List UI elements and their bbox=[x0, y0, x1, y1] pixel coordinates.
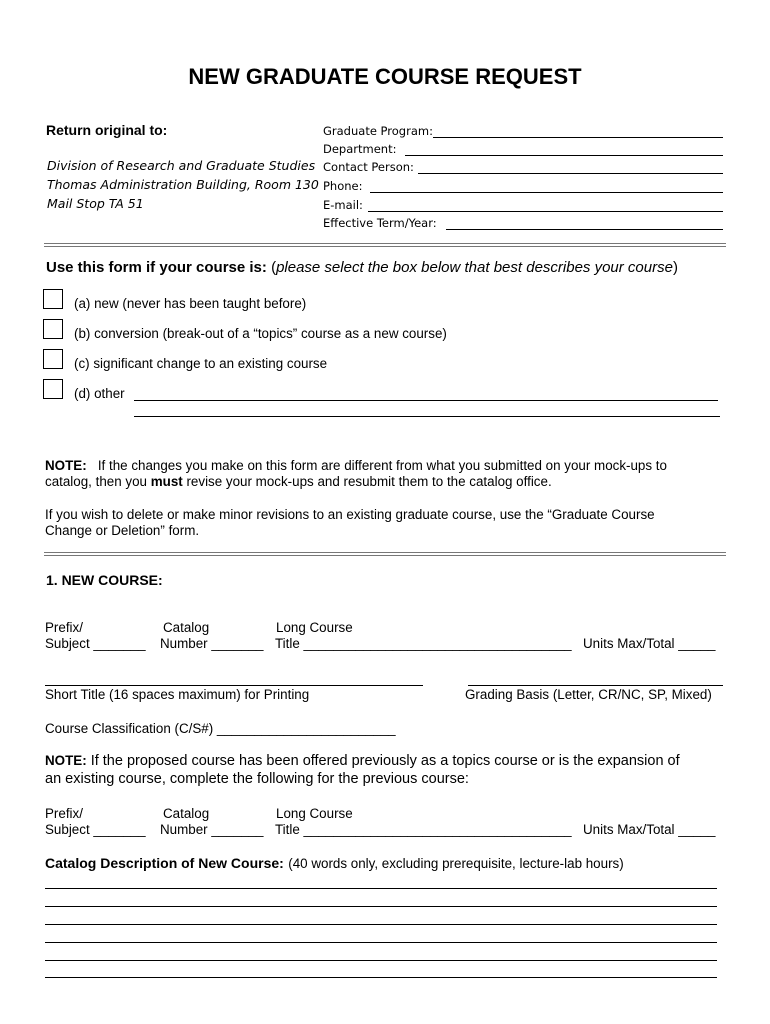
department-label: Department: bbox=[323, 142, 397, 156]
graduate-program-field[interactable] bbox=[433, 137, 723, 138]
department-field[interactable] bbox=[405, 155, 723, 156]
email-field[interactable] bbox=[368, 211, 723, 212]
effective-term-field[interactable] bbox=[446, 229, 723, 230]
phone-field[interactable] bbox=[370, 192, 723, 193]
note1-text-a: If the changes you make on this form are different from what you submitted on your mock-ups to bbox=[97, 458, 667, 473]
option-c-checkbox[interactable] bbox=[43, 349, 63, 369]
use-form-instruction: please select the box below that best describes your course bbox=[276, 259, 673, 276]
prev-long-course-label: Long Course bbox=[276, 806, 353, 821]
note2-label: NOTE: bbox=[45, 753, 87, 768]
effective-term-label: Effective Term/Year: bbox=[323, 216, 437, 230]
classification-field[interactable]: Course Classification (C/S#) ________________________ bbox=[45, 721, 396, 736]
return-to-label: Return original to: bbox=[46, 122, 168, 138]
delete-note-line2: Change or Deletion” form. bbox=[45, 523, 200, 538]
note1-emph: must bbox=[150, 474, 183, 489]
short-title-line[interactable] bbox=[45, 685, 423, 686]
subject-field[interactable]: Subject _______ bbox=[45, 636, 146, 651]
email-label: E-mail: bbox=[323, 198, 363, 212]
grading-basis-label: Grading Basis (Letter, CR/NC, SP, Mixed) bbox=[465, 687, 712, 702]
use-form-heading: Use this form if your course is: bbox=[46, 259, 267, 276]
prev-subject-field[interactable]: Subject _______ bbox=[45, 822, 146, 837]
short-title-label: Short Title (16 spaces maximum) for Printing bbox=[45, 687, 310, 702]
long-course-label: Long Course bbox=[276, 620, 353, 635]
phone-label: Phone: bbox=[323, 179, 363, 193]
option-b-label: (b) conversion (break-out of a “topics” course as a new course) bbox=[74, 326, 447, 341]
note1-line2 bbox=[45, 474, 552, 489]
prev-title-field[interactable]: Title ____________________________________ bbox=[275, 822, 572, 837]
note1-text-c: revise your mock-ups and resubmit them to the catalog office. bbox=[186, 474, 552, 489]
option-d-checkbox[interactable] bbox=[43, 379, 63, 399]
catalog-description-heading: Catalog Description of New Course: bbox=[45, 855, 284, 871]
description-line[interactable] bbox=[45, 924, 717, 925]
units-field[interactable]: Units Max/Total _____ bbox=[583, 636, 716, 651]
description-line[interactable] bbox=[45, 942, 717, 943]
catalog-description-line bbox=[45, 855, 624, 873]
option-d-label: (d) other bbox=[74, 386, 125, 401]
contact-person-label: Contact Person: bbox=[323, 160, 414, 174]
prev-units-field[interactable]: Units Max/Total _____ bbox=[583, 822, 716, 837]
address-line-3: Mail Stop TA 51 bbox=[47, 196, 144, 211]
note2-line1 bbox=[45, 753, 680, 769]
option-c-label: (c) significant change to an existing course bbox=[74, 356, 328, 371]
graduate-program-label: Graduate Program: bbox=[323, 124, 433, 138]
description-line[interactable] bbox=[45, 977, 717, 978]
description-line[interactable] bbox=[45, 960, 717, 961]
note2-text-1: If the proposed course has been offered previously as a topics course or is the expansion of bbox=[90, 753, 680, 769]
use-form-line bbox=[46, 259, 678, 276]
address-line-1: Division of Research and Graduate Studies bbox=[47, 158, 316, 173]
catalog-label: Catalog bbox=[163, 620, 210, 635]
contact-person-field[interactable] bbox=[418, 173, 723, 174]
prev-number-field[interactable]: Number _______ bbox=[160, 822, 264, 837]
prefix-label: Prefix/ bbox=[45, 620, 83, 635]
section1-heading: 1. NEW COURSE: bbox=[46, 572, 163, 588]
other-field-line-2[interactable] bbox=[134, 416, 720, 417]
prev-catalog-label: Catalog bbox=[163, 806, 210, 821]
other-field-line-1[interactable] bbox=[134, 400, 718, 401]
form-title: NEW GRADUATE COURSE REQUEST bbox=[188, 64, 582, 89]
prev-prefix-label: Prefix/ bbox=[45, 806, 83, 821]
description-line[interactable] bbox=[45, 888, 717, 889]
note2-line2: an existing course, complete the following for the previous course: bbox=[45, 771, 469, 787]
delete-note-line1: If you wish to delete or make minor revisions to an existing graduate course, use the “Graduate Course bbox=[45, 507, 655, 522]
option-b-checkbox[interactable] bbox=[43, 319, 63, 339]
note1-line1 bbox=[45, 458, 667, 473]
note1-label: NOTE: bbox=[45, 458, 87, 473]
grading-basis-line[interactable] bbox=[468, 685, 723, 686]
note1-text-b: catalog, then you bbox=[45, 474, 147, 489]
divider-top bbox=[44, 243, 726, 247]
option-a-checkbox[interactable] bbox=[43, 289, 63, 309]
number-field[interactable]: Number _______ bbox=[160, 636, 264, 651]
address-line-2: Thomas Administration Building, Room 130 bbox=[47, 177, 319, 192]
divider-middle bbox=[44, 552, 726, 556]
catalog-description-note: (40 words only, excluding prerequisite, lecture-lab hours) bbox=[288, 856, 624, 871]
paren-close: ) bbox=[672, 259, 678, 276]
description-line[interactable] bbox=[45, 906, 717, 907]
option-a-label: (a) new (never has been taught before) bbox=[74, 296, 307, 311]
title-field[interactable]: Title ____________________________________ bbox=[275, 636, 572, 651]
paren-open: ( bbox=[271, 259, 277, 276]
